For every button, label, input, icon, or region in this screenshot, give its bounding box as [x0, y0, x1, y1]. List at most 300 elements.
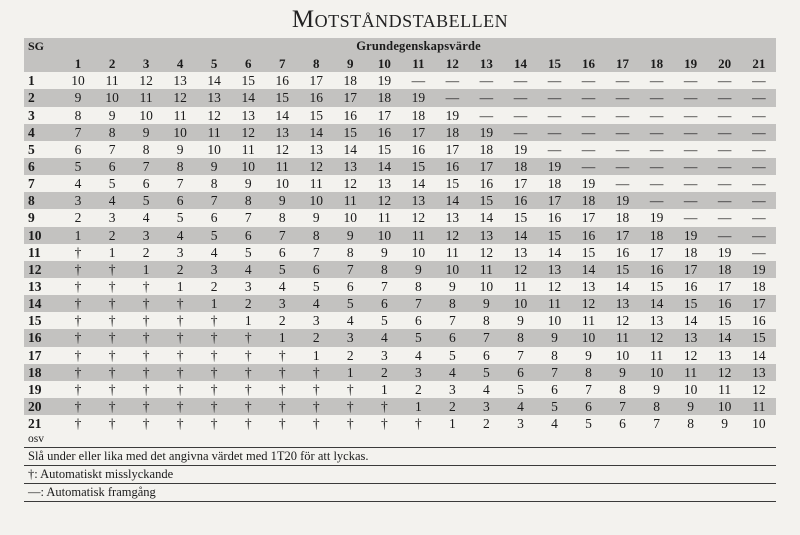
- table-cell: 2: [197, 278, 231, 295]
- table-cell: 2: [163, 261, 197, 278]
- sg-value: 3: [24, 107, 61, 124]
- table-cell: 7: [469, 329, 503, 346]
- table-cell: †: [231, 364, 265, 381]
- table-cell: 7: [572, 381, 606, 398]
- table-cell: 6: [129, 175, 163, 192]
- table-cell: 14: [469, 209, 503, 226]
- table-cell: 13: [742, 364, 776, 381]
- table-cell: 4: [435, 364, 469, 381]
- table-cell: †: [401, 415, 435, 432]
- table-cell: 4: [537, 415, 571, 432]
- table-cell: †: [299, 398, 333, 415]
- table-cell: †: [61, 347, 95, 364]
- table-cell: 12: [708, 364, 742, 381]
- table-cell: †: [129, 347, 163, 364]
- table-cell: 12: [367, 192, 401, 209]
- table-cell: 12: [606, 312, 640, 329]
- table-cell: †: [197, 312, 231, 329]
- table-cell: 19: [469, 124, 503, 141]
- table-cell: 10: [640, 364, 674, 381]
- table-cell: †: [265, 398, 299, 415]
- table-cell: 6: [95, 158, 129, 175]
- table-cell: 15: [537, 227, 571, 244]
- table-cell: †: [95, 347, 129, 364]
- table-cell: 7: [435, 312, 469, 329]
- column-number: 5: [197, 55, 231, 72]
- table-cell: 9: [606, 364, 640, 381]
- table-cell: †: [61, 295, 95, 312]
- table-cell: †: [95, 415, 129, 432]
- table-cell: 11: [606, 329, 640, 346]
- table-cell: †: [61, 381, 95, 398]
- table-cell: 5: [231, 244, 265, 261]
- table-cell: —: [606, 107, 640, 124]
- table-cell: 6: [265, 244, 299, 261]
- table-cell: 8: [503, 329, 537, 346]
- table-cell: 3: [299, 312, 333, 329]
- sg-value: 15: [24, 312, 61, 329]
- table-cell: 11: [129, 89, 163, 106]
- table-cell: 10: [197, 141, 231, 158]
- table-cell: 12: [469, 244, 503, 261]
- table-cell: 15: [674, 295, 708, 312]
- table-cell: †: [299, 381, 333, 398]
- table-cell: 9: [469, 295, 503, 312]
- table-cell: —: [572, 72, 606, 89]
- table-cell: 16: [708, 295, 742, 312]
- column-number: 11: [401, 55, 435, 72]
- table-cell: 9: [640, 381, 674, 398]
- table-cell: 14: [503, 227, 537, 244]
- sg-value: 14: [24, 295, 61, 312]
- table-cell: —: [742, 158, 776, 175]
- table-cell: 12: [231, 124, 265, 141]
- table-cell: 10: [333, 209, 367, 226]
- table-cell: 17: [708, 278, 742, 295]
- table-cell: 3: [129, 227, 163, 244]
- table-cell: 6: [606, 415, 640, 432]
- table-cell: 6: [469, 347, 503, 364]
- table-row: [24, 227, 776, 244]
- sg-value: 6: [24, 158, 61, 175]
- table-cell: 15: [265, 89, 299, 106]
- table-cell: 16: [401, 141, 435, 158]
- table-cell: 11: [367, 209, 401, 226]
- table-cell: 5: [333, 295, 367, 312]
- table-cell: 13: [640, 312, 674, 329]
- column-number: 15: [537, 55, 571, 72]
- table-cell: 5: [469, 364, 503, 381]
- table-cell: †: [231, 347, 265, 364]
- table-cell: 6: [401, 312, 435, 329]
- column-number: 1: [61, 55, 95, 72]
- table-cell: —: [742, 107, 776, 124]
- table-cell: 1: [265, 329, 299, 346]
- table-cell: 2: [435, 398, 469, 415]
- table-cell: —: [503, 124, 537, 141]
- table-cell: †: [265, 347, 299, 364]
- sg-value: 10: [24, 227, 61, 244]
- sg-value: 4: [24, 124, 61, 141]
- sg-value: 18: [24, 364, 61, 381]
- table-cell: 12: [640, 329, 674, 346]
- table-cell: —: [640, 72, 674, 89]
- table-cell: 1: [197, 295, 231, 312]
- table-cell: 15: [231, 72, 265, 89]
- table-cell: †: [61, 312, 95, 329]
- table-row: [24, 107, 776, 124]
- table-cell: —: [606, 89, 640, 106]
- table-cell: 17: [742, 295, 776, 312]
- table-cell: 8: [231, 192, 265, 209]
- table-cell: 11: [299, 175, 333, 192]
- column-number: 7: [265, 55, 299, 72]
- table-cell: 15: [333, 124, 367, 141]
- table-cell: —: [537, 89, 571, 106]
- table-cell: 13: [469, 227, 503, 244]
- table-cell: 7: [401, 295, 435, 312]
- table-cell: 10: [537, 312, 571, 329]
- table-cell: 18: [333, 72, 367, 89]
- table-cell: —: [640, 124, 674, 141]
- table-cell: 9: [95, 107, 129, 124]
- table-cell: 14: [742, 347, 776, 364]
- table-cell: 17: [299, 72, 333, 89]
- table-cell: 15: [401, 158, 435, 175]
- table-cell: 16: [367, 124, 401, 141]
- sg-value: 20: [24, 398, 61, 415]
- table-row: [24, 89, 776, 106]
- table-cell: 12: [197, 107, 231, 124]
- table-cell: 14: [265, 107, 299, 124]
- table-cell: —: [401, 72, 435, 89]
- table-row: [24, 278, 776, 295]
- table-cell: 3: [469, 398, 503, 415]
- resistance-table: [24, 38, 776, 502]
- table-cell: 14: [537, 244, 571, 261]
- table-cell: 9: [708, 415, 742, 432]
- table-cell: —: [537, 124, 571, 141]
- table-cell: 12: [401, 209, 435, 226]
- table-cell: 2: [61, 209, 95, 226]
- table-cell: 11: [401, 227, 435, 244]
- table-cell: 5: [129, 192, 163, 209]
- column-number-spacer: [24, 55, 61, 72]
- table-cell: 6: [333, 278, 367, 295]
- sg-value: 9: [24, 209, 61, 226]
- table-cell: †: [163, 347, 197, 364]
- table-row: [24, 72, 776, 89]
- table-cell: 10: [435, 261, 469, 278]
- table-cell: 19: [674, 227, 708, 244]
- table-cell: 8: [367, 261, 401, 278]
- table-cell: 9: [129, 124, 163, 141]
- table-cell: 19: [742, 261, 776, 278]
- table-cell: 7: [95, 141, 129, 158]
- table-cell: 9: [231, 175, 265, 192]
- table-cell: 8: [95, 124, 129, 141]
- table-cell: 18: [674, 244, 708, 261]
- table-cell: 7: [163, 175, 197, 192]
- table-cell: 10: [742, 415, 776, 432]
- column-number: 14: [503, 55, 537, 72]
- table-cell: †: [231, 329, 265, 346]
- column-number: 8: [299, 55, 333, 72]
- table-cell: 19: [572, 175, 606, 192]
- table-cell: 7: [61, 124, 95, 141]
- table-cell: 7: [367, 278, 401, 295]
- table-row: [24, 244, 776, 261]
- table-row: [24, 175, 776, 192]
- column-number: 10: [367, 55, 401, 72]
- sg-value: 21: [24, 415, 61, 432]
- table-cell: 8: [401, 278, 435, 295]
- table-cell: 10: [129, 107, 163, 124]
- table-cell: 16: [503, 192, 537, 209]
- table-row: [24, 261, 776, 278]
- table-cell: —: [742, 192, 776, 209]
- table-cell: —: [674, 107, 708, 124]
- table-cell: 13: [708, 347, 742, 364]
- table-cell: 12: [299, 158, 333, 175]
- table-cell: —: [435, 89, 469, 106]
- table-cell: 3: [435, 381, 469, 398]
- table-cell: 3: [401, 364, 435, 381]
- table-cell: 8: [163, 158, 197, 175]
- table-cell: 5: [95, 175, 129, 192]
- table-row: [24, 329, 776, 346]
- sg-value: 16: [24, 329, 61, 346]
- table-cell: 8: [129, 141, 163, 158]
- column-number: 4: [163, 55, 197, 72]
- table-cell: —: [572, 141, 606, 158]
- table-cell: †: [163, 381, 197, 398]
- table-cell: —: [708, 107, 742, 124]
- table-cell: —: [503, 107, 537, 124]
- table-cell: 14: [640, 295, 674, 312]
- table-cell: 14: [333, 141, 367, 158]
- table-cell: 10: [231, 158, 265, 175]
- table-cell: †: [61, 261, 95, 278]
- table-cell: 12: [572, 295, 606, 312]
- table-cell: 5: [367, 312, 401, 329]
- table-cell: 17: [333, 89, 367, 106]
- table-cell: 10: [367, 227, 401, 244]
- table-cell: 13: [503, 244, 537, 261]
- table-row: [24, 415, 776, 432]
- table-cell: †: [61, 415, 95, 432]
- table-cell: †: [95, 278, 129, 295]
- table-cell: 12: [503, 261, 537, 278]
- table-cell: —: [537, 107, 571, 124]
- table-cell: —: [674, 158, 708, 175]
- table-cell: 10: [572, 329, 606, 346]
- table-cell: 6: [537, 381, 571, 398]
- table-cell: 15: [435, 175, 469, 192]
- table-cell: —: [674, 175, 708, 192]
- table-cell: 10: [265, 175, 299, 192]
- table-cell: 12: [129, 72, 163, 89]
- table-cell: —: [469, 72, 503, 89]
- table-cell: 16: [265, 72, 299, 89]
- table-cell: 2: [333, 347, 367, 364]
- table-cell: 18: [606, 209, 640, 226]
- table-cell: 7: [265, 227, 299, 244]
- table-cell: 18: [435, 124, 469, 141]
- column-number: 21: [742, 55, 776, 72]
- column-number: 12: [435, 55, 469, 72]
- table-cell: —: [537, 141, 571, 158]
- table-row: [24, 381, 776, 398]
- column-number: 6: [231, 55, 265, 72]
- sg-value: 17: [24, 347, 61, 364]
- table-cell: 10: [61, 72, 95, 89]
- table-cell: 15: [606, 261, 640, 278]
- table-cell: 18: [742, 278, 776, 295]
- table-cell: 16: [435, 158, 469, 175]
- table-cell: 2: [367, 364, 401, 381]
- table-cell: 17: [606, 227, 640, 244]
- table-cell: 17: [537, 192, 571, 209]
- table-row: [24, 209, 776, 226]
- table-cell: 17: [367, 107, 401, 124]
- table-cell: —: [742, 175, 776, 192]
- table-cell: 14: [606, 278, 640, 295]
- table-cell: 2: [129, 244, 163, 261]
- table-cell: †: [299, 364, 333, 381]
- table-cell: 11: [572, 312, 606, 329]
- table-cell: —: [674, 72, 708, 89]
- table-cell: 14: [197, 72, 231, 89]
- table-cell: 11: [163, 107, 197, 124]
- sg-header: SG: [24, 38, 61, 55]
- table-cell: 18: [401, 107, 435, 124]
- table-cell: 1: [61, 227, 95, 244]
- table-cell: 17: [674, 261, 708, 278]
- table-cell: 4: [61, 175, 95, 192]
- table-cell: —: [708, 209, 742, 226]
- table-cell: 13: [265, 124, 299, 141]
- osv-label: osv: [28, 433, 44, 446]
- table-cell: 11: [742, 398, 776, 415]
- table-cell: 12: [435, 227, 469, 244]
- table-cell: 11: [265, 158, 299, 175]
- table-cell: †: [231, 415, 265, 432]
- table-cell: 8: [537, 347, 571, 364]
- sg-value: 5: [24, 141, 61, 158]
- table-cell: —: [640, 175, 674, 192]
- table-cell: 9: [537, 329, 571, 346]
- table-cell: 3: [231, 278, 265, 295]
- table-cell: †: [197, 398, 231, 415]
- table-cell: 8: [640, 398, 674, 415]
- table-cell: 14: [367, 158, 401, 175]
- table-cell: 13: [435, 209, 469, 226]
- table-cell: —: [708, 175, 742, 192]
- table-cell: —: [640, 107, 674, 124]
- sg-value: 12: [24, 261, 61, 278]
- table-row: [24, 347, 776, 364]
- table-cell: —: [640, 89, 674, 106]
- table-cell: 7: [537, 364, 571, 381]
- table-cell: 13: [674, 329, 708, 346]
- table-cell: 1: [95, 244, 129, 261]
- table-cell: †: [163, 329, 197, 346]
- sg-value: 13: [24, 278, 61, 295]
- table-cell: 4: [265, 278, 299, 295]
- table-cell: 4: [469, 381, 503, 398]
- table-cell: 10: [401, 244, 435, 261]
- table-cell: †: [61, 329, 95, 346]
- notes-block: [24, 447, 776, 502]
- table-cell: 17: [640, 244, 674, 261]
- table-cell: †: [95, 329, 129, 346]
- table-cell: †: [95, 381, 129, 398]
- table-cell: 16: [742, 312, 776, 329]
- table-cell: †: [61, 278, 95, 295]
- table-cell: †: [163, 295, 197, 312]
- table-cell: 11: [640, 347, 674, 364]
- table-title: Motståndstabellen: [291, 6, 509, 33]
- table-cell: 11: [333, 192, 367, 209]
- table-cell: †: [197, 329, 231, 346]
- table-cell: 5: [401, 329, 435, 346]
- table-cell: —: [606, 175, 640, 192]
- table-cell: 10: [163, 124, 197, 141]
- table-cell: 18: [469, 141, 503, 158]
- table-cell: —: [674, 89, 708, 106]
- column-number: 18: [640, 55, 674, 72]
- table-cell: †: [129, 329, 163, 346]
- table-cell: —: [708, 89, 742, 106]
- table-cell: 14: [572, 261, 606, 278]
- table-cell: 5: [572, 415, 606, 432]
- table-cell: †: [129, 415, 163, 432]
- sg-value: 7: [24, 175, 61, 192]
- column-number-row: [24, 55, 776, 72]
- table-cell: †: [163, 364, 197, 381]
- table-cell: 4: [95, 192, 129, 209]
- table-cell: 11: [469, 261, 503, 278]
- table-cell: 16: [674, 278, 708, 295]
- table-cell: 6: [503, 364, 537, 381]
- table-cell: —: [742, 124, 776, 141]
- table-cell: —: [742, 72, 776, 89]
- table-cell: 19: [537, 158, 571, 175]
- table-cell: 16: [606, 244, 640, 261]
- column-number: 3: [129, 55, 163, 72]
- table-cell: —: [708, 72, 742, 89]
- table-cell: 13: [299, 141, 333, 158]
- sg-value: 19: [24, 381, 61, 398]
- table-cell: 10: [708, 398, 742, 415]
- table-row: [24, 158, 776, 175]
- table-cell: 2: [469, 415, 503, 432]
- table-cell: 16: [572, 227, 606, 244]
- table-cell: 19: [606, 192, 640, 209]
- table-cell: 4: [333, 312, 367, 329]
- table-cell: †: [197, 347, 231, 364]
- table-cell: †: [265, 415, 299, 432]
- table-cell: 1: [231, 312, 265, 329]
- table-cell: †: [61, 398, 95, 415]
- table-cell: 9: [435, 278, 469, 295]
- table-cell: †: [163, 398, 197, 415]
- table-cell: 12: [742, 381, 776, 398]
- table-cell: †: [129, 312, 163, 329]
- table-cell: 7: [606, 398, 640, 415]
- table-row: [24, 141, 776, 158]
